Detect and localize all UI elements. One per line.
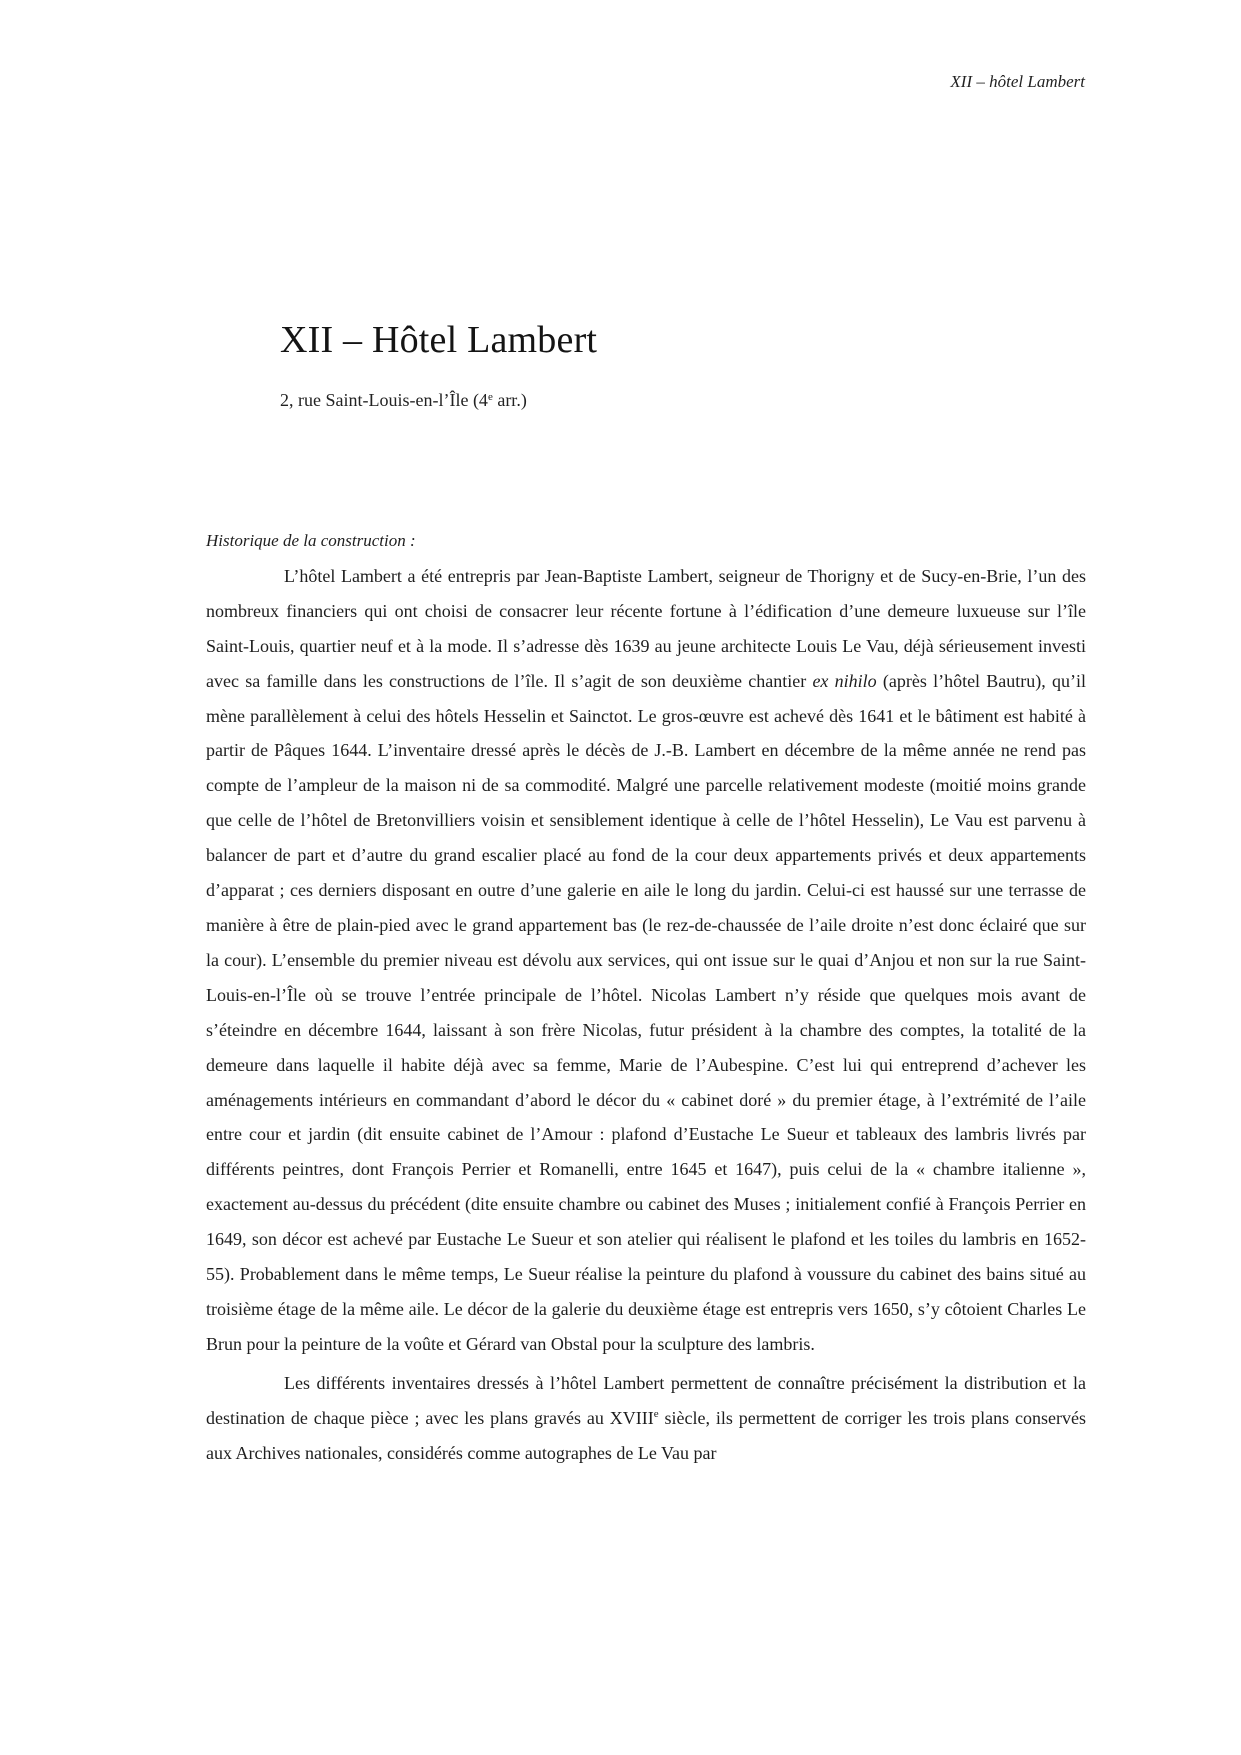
running-head: XII – hôtel Lambert: [950, 72, 1085, 91]
address: [280, 390, 597, 411]
paragraph-2: [206, 1366, 1086, 1471]
paragraph-2-part-1: Les différents inventaires dressés à l’hôtel Lambert permettent de connaître précisément la distribution et la destination de chaque pièce ; avec les plans gravés au XVIII: [206, 1372, 1086, 1428]
address-text-end: arr.): [492, 390, 527, 410]
body-text: [206, 524, 1086, 1474]
paragraph-2-superscript: e: [653, 1407, 659, 1420]
paragraph-1: [206, 559, 1086, 1362]
section-heading: Historique de la construction :: [206, 531, 416, 550]
paragraph-1-part-1: L’hôtel Lambert a été entrepris par Jean-Baptiste Lambert, seigneur de Thorigny et de Sucy-en-Brie, l’un des nombreux financiers qui ont choisi de consacrer leur récente fortune à l’édification d’une demeure luxueuse sur l’île Saint-Louis, quartier neuf et à la mode. Il s’adresse dès 1639 au jeune architecte Louis Le Vau, déjà sérieusement investi avec sa famille dans les constructions de l’île. Il s’agit de son deuxième chantier: [206, 565, 1086, 691]
title-block: [280, 318, 597, 411]
chapter-title: XII – Hôtel Lambert: [280, 319, 598, 361]
paragraph-1-part-2: (après l’hôtel Bautru), qu’il mène parallèlement à celui des hôtels Hesselin et Sainctot. Le gros-œuvre est achevé dès 1641 et le bâtiment est habité à partir de Pâques 1644. L’inventaire dressé après le décès de J.-B. Lambert en décembre de la même année ne rend pas compte de l’ampleur de la maison ni de sa commodité. Malgré une parcelle relativement modeste (moitié moins grande que celle de l’hôtel de Bretonvilliers voisin et sensiblement identique à celle de l’hôtel Hesselin), Le Vau est parvenu à balancer de part et d’autre du grand escalier placé au fond de la cour deux appartements privés et deux appartements d’apparat ; ces derniers disposant en outre d’une galerie en aile le long du jardin. Celui-ci est haussé sur une terrasse de manière à être de plain-pied avec le grand appartement bas (le rez-de-chaussée de l’aile droite n’est donc éclairé que sur la cour). L’ensemble du premier niveau est dévolu aux services, qui ont issue sur le quai d’Anjou et non sur la rue Saint-Louis-en-l’Île où se trouve l’entrée principale de l’hôtel. Nicolas Lambert n’y réside que quelques mois avant de s’éteindre en décembre 1644, laissant à son frère Nicolas, futur président à la chambre des comptes, la totalité de la demeure dans laquelle il habite déjà avec sa femme, Marie de l’Aubespine. C’est lui qui entreprend d’achever les aménagements intérieurs en commandant d’abord le décor du « cabinet doré » du premier étage, à l’extrémité de l’aile entre cour et jardin (dit ensuite cabinet de l’Amour : plafond d’Eustache Le Sueur et tableaux des lambris livrés par différents peintres, dont François Perrier et Romanelli, entre 1645 et 1647), puis celui de la « chambre italienne », exactement au-dessus du précédent (dite ensuite chambre ou cabinet des Muses ; initialement confié à François Perrier en 1649, son décor est achevé par Eustache Le Sueur et son atelier qui réalisent le plafond et les toiles du lambris en 1652-55). Probablement dans le même temps, Le Sueur réalise la peinture du plafond à voussure du cabinet des bains situé au troisième étage de la même aile. Le décor de la galerie du deuxième étage est entrepris vers 1650, s’y côtoient Charles Le Brun pour la peinture de la voûte et Gérard van Obstal pour la sculpture des lambris.: [206, 670, 1086, 1354]
paragraph-2-part-2: siècle, ils permettent de corriger les trois plans conservés aux Archives nationales, considérés comme autographes de Le Vau par: [206, 1407, 1086, 1463]
address-superscript: e: [487, 391, 493, 403]
paragraph-1-italic: ex nihilo: [812, 670, 877, 691]
address-text: 2, rue Saint-Louis-en-l’Île (4: [280, 390, 488, 410]
